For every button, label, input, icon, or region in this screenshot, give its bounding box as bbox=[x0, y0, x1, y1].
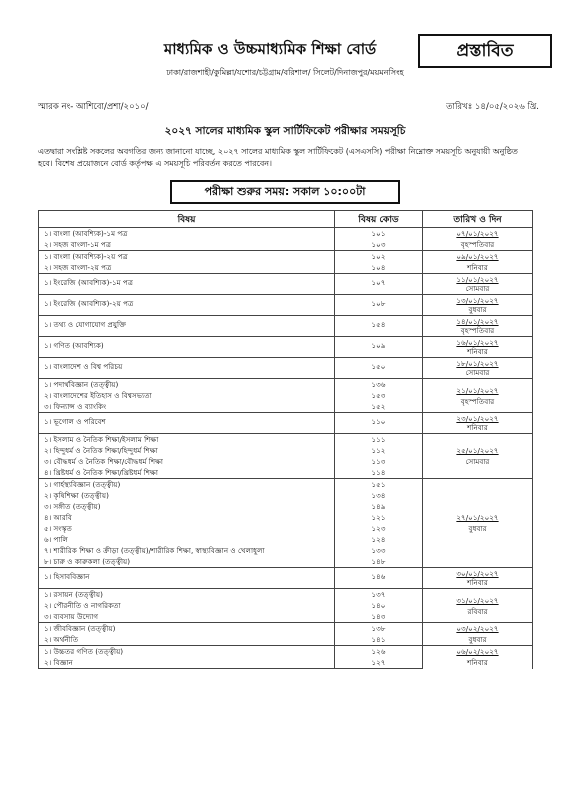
subject-code-cell: ১৩৩ bbox=[335, 545, 423, 556]
exam-start-time: পরীক্ষা শুরুর সময়: সকাল ১০:০০টা bbox=[170, 180, 400, 204]
subject-cell: ২। পৌরনীতি ও নাগরিকতা bbox=[39, 600, 335, 611]
exam-day: শনিবার bbox=[467, 263, 488, 272]
table-row bbox=[39, 434, 533, 446]
schedule-heading: ২০২৭ সালের মাধ্যমিক স্কুল সার্টিফিকেট পরীক্ষার সময়সূচি bbox=[164, 125, 406, 137]
table-row bbox=[39, 379, 533, 391]
exam-date: ০৩/০২/২০২৭ bbox=[456, 624, 499, 633]
subject-code-cell: ১০৪ bbox=[335, 262, 423, 274]
board-address: ঢাকা/রাজশাহী/কুমিল্লা/যশোর/চট্টগ্রাম/বরিশাল/ সিলেট/দিনাজপুর/ময়মনসিংহ bbox=[166, 68, 404, 77]
subject-cell: ৬। পালি bbox=[39, 534, 335, 545]
date-day-cell bbox=[423, 228, 533, 251]
date-day-cell bbox=[423, 568, 533, 589]
date-day-cell bbox=[423, 589, 533, 623]
subject-code-cell: ১৫২ bbox=[335, 401, 423, 413]
table-row bbox=[39, 623, 533, 635]
exam-day: শনিবার bbox=[467, 423, 488, 432]
date-day-cell bbox=[423, 434, 533, 479]
subject-code-cell: ১২৪ bbox=[335, 534, 423, 545]
date-day-cell bbox=[423, 646, 533, 669]
schedule-body bbox=[39, 228, 533, 669]
table-row bbox=[39, 479, 533, 491]
subject-cell: ৩। বৌদ্ধধর্ম ও নৈতিক শিক্ষা/বৌদ্ধধর্ম শিক্ষা bbox=[39, 456, 335, 467]
exam-schedule-table bbox=[38, 210, 533, 669]
date-day-cell bbox=[423, 316, 533, 337]
exam-date: ০৬/০২/২০২৭ bbox=[456, 647, 499, 657]
exam-date: ১৬/০১/২০২৭ bbox=[456, 338, 499, 347]
table-row bbox=[39, 295, 533, 316]
date-day-cell bbox=[423, 337, 533, 358]
exam-day: শনিবার bbox=[467, 658, 488, 668]
subject-code-cell: ১০১ bbox=[335, 228, 423, 240]
exam-day: সোমবার bbox=[465, 457, 490, 466]
exam-date: ৩০/০১/২০২৭ bbox=[456, 569, 499, 578]
subject-code-cell: ১১০ bbox=[335, 413, 423, 434]
subject-cell: ১। গণিত (আবশ্যিক) bbox=[39, 337, 335, 358]
table-row bbox=[39, 568, 533, 589]
exam-date: ১৪/০১/২০২৭ bbox=[456, 317, 499, 326]
subject-cell: ৩। ফিন্যান্স ও ব্যাংকিং bbox=[39, 401, 335, 413]
subject-code-cell: ১৩৬ bbox=[335, 379, 423, 391]
subject-code-cell: ১৪৯ bbox=[335, 501, 423, 512]
intro-paragraph: এতদ্বারা সংশ্লিষ্ট সকলের অবগতির জন্য জানানো যাচ্ছে, ২০২৭ সালের মাধ্যমিক স্কুল সার্টিফিকেট (এসএসসি) পরীক্ষা নিম্নোক্ত সময়সূচি অনুযায়ী অনুষ্ঠিত হবে। বিশেষ প্রয়োজনে বোর্ড কর্তৃপক্ষ এ সময়সূচি পরিবর্তন করতে পারবেন। bbox=[38, 147, 518, 168]
table-row bbox=[39, 646, 533, 658]
table-row bbox=[39, 316, 533, 337]
subject-cell: ৫। সংস্কৃত bbox=[39, 523, 335, 534]
subject-cell: ১। ইংরেজি (আবশ্যিক)-২য় পত্র bbox=[39, 295, 335, 316]
subject-code-cell: ১৫১ bbox=[335, 479, 423, 491]
exam-date: ১৩/০১/২০২৭ bbox=[456, 296, 499, 305]
subject-code-cell: ১৪১ bbox=[335, 634, 423, 646]
proposed-stamp: প্রস্তাবিত bbox=[418, 34, 552, 68]
date-day-cell bbox=[423, 379, 533, 413]
subject-code-cell: ১২৭ bbox=[335, 657, 423, 669]
subject-cell: ১। গার্হস্থ্যবিজ্ঞান (তত্ত্বীয়) bbox=[39, 479, 335, 491]
subject-code-cell: ১৪০ bbox=[335, 600, 423, 611]
subject-cell: ১। বাংলাদেশ ও বিশ্ব পরিচয় bbox=[39, 358, 335, 379]
subject-code-cell: ১৪৩ bbox=[335, 611, 423, 623]
table-row bbox=[39, 358, 533, 379]
subject-code-cell: ১১১ bbox=[335, 434, 423, 446]
subject-cell: ২। বিজ্ঞান bbox=[39, 657, 335, 669]
code-column-header: বিষয় কোড bbox=[335, 211, 423, 228]
subject-code-cell: ১৫৪ bbox=[335, 316, 423, 337]
subject-code-cell: ১৩৮ bbox=[335, 623, 423, 635]
subject-cell: ১। উচ্চতর গণিত (তত্ত্বীয়) bbox=[39, 646, 335, 658]
table-row bbox=[39, 589, 533, 601]
date-day-cell bbox=[423, 479, 533, 568]
exam-day: বৃহস্পতিবার bbox=[460, 240, 495, 249]
subject-cell: ৪। আরবি bbox=[39, 512, 335, 523]
exam-date: ২১/০১/২০২৭ bbox=[456, 385, 499, 395]
subject-code-cell: ১২৬ bbox=[335, 646, 423, 658]
exam-day: বুধবার bbox=[468, 305, 487, 314]
table-row bbox=[39, 251, 533, 263]
subject-cell: ২। হিন্দুধর্ম ও নৈতিক শিক্ষা/হিন্দুধর্ম শিক্ষা bbox=[39, 445, 335, 456]
subject-cell: ৭। শারীরিক শিক্ষা ও ক্রীড়া (তত্ত্বীয়)/শারীরিক শিক্ষা, স্বাস্থ্যবিজ্ঞান ও খেলাধুলা bbox=[39, 545, 335, 556]
date-day-cell bbox=[423, 295, 533, 316]
subject-cell: ৩। সঙ্গীত (তত্ত্বীয়) bbox=[39, 501, 335, 512]
exam-day: বৃহস্পতিবার bbox=[460, 326, 495, 335]
subject-code-cell: ১৪৬ bbox=[335, 568, 423, 589]
memo-number: স্মারক নং- আশিবো/প্রশা/২০১০/ bbox=[38, 102, 149, 112]
subject-cell: ৪। খ্রিষ্টধর্ম ও নৈতিক শিক্ষা/খ্রিষ্টধর্ম শিক্ষা bbox=[39, 467, 335, 479]
subject-cell: ২। কৃষিশিক্ষা (তত্ত্বীয়) bbox=[39, 490, 335, 501]
subject-code-cell: ১২১ bbox=[335, 512, 423, 523]
subject-cell: ২। অর্থনীতি bbox=[39, 634, 335, 646]
exam-date: ০৭/০১/২০২৭ bbox=[456, 229, 499, 238]
subject-cell: ১। তথ্য ও যোগাযোগ প্রযুক্তি bbox=[39, 316, 335, 337]
subject-code-cell: ১০৯ bbox=[335, 337, 423, 358]
subject-code-cell: ১০৩ bbox=[335, 239, 423, 251]
subject-cell: ১। ইসলাম ও নৈতিক শিক্ষা/ইসলাম শিক্ষা bbox=[39, 434, 335, 446]
subject-code-cell: ১৪৮ bbox=[335, 556, 423, 568]
date-column-header: তারিখ ও দিন bbox=[423, 211, 533, 228]
exam-day: সোমবার bbox=[465, 368, 490, 377]
exam-day: বুধবার bbox=[468, 635, 487, 644]
subject-code-cell: ১০৭ bbox=[335, 274, 423, 295]
exam-date: ১১/০১/২০২৭ bbox=[456, 275, 499, 284]
subject-code-cell: ১০৮ bbox=[335, 295, 423, 316]
exam-day: শনিবার bbox=[467, 347, 488, 356]
subject-column-header: বিষয় bbox=[39, 211, 335, 228]
subject-cell: ১। জীববিজ্ঞান (তত্ত্বীয়) bbox=[39, 623, 335, 635]
subject-cell: ২। বাংলাদেশের ইতিহাস ও বিশ্বসভ্যতা bbox=[39, 390, 335, 401]
exam-date: ২৭/০১/২০২৭ bbox=[456, 513, 499, 522]
exam-day: বৃহস্পতিবার bbox=[460, 396, 495, 406]
subject-cell: ১। বাংলা (আবশ্যিক)-২য় পত্র bbox=[39, 251, 335, 263]
exam-date: ২৩/০১/২০২৭ bbox=[456, 414, 499, 423]
date-day-cell bbox=[423, 274, 533, 295]
exam-date: ৩১/০১/২০২৭ bbox=[456, 595, 499, 605]
board-title: মাধ্যমিক ও উচ্চমাধ্যমিক শিক্ষা বোর্ড bbox=[163, 40, 377, 58]
table-row bbox=[39, 228, 533, 240]
table-row bbox=[39, 274, 533, 295]
exam-day: সোমবার bbox=[465, 284, 490, 293]
exam-date: ২৫/০১/২০২৭ bbox=[456, 446, 499, 455]
date-day-cell bbox=[423, 413, 533, 434]
exam-day: শনিবার bbox=[467, 578, 488, 587]
subject-cell: ২। সহজ বাংলা-১ম পত্র bbox=[39, 239, 335, 251]
subject-code-cell: ১২৩ bbox=[335, 523, 423, 534]
subject-cell: ১। রসায়ন (তত্ত্বীয়) bbox=[39, 589, 335, 601]
table-row bbox=[39, 413, 533, 434]
subject-code-cell: ১৫০ bbox=[335, 358, 423, 379]
date-day-cell bbox=[423, 251, 533, 274]
table-header-row bbox=[39, 211, 533, 228]
table-row bbox=[39, 337, 533, 358]
exam-day: বুধবার bbox=[468, 524, 487, 533]
subject-cell: ১। ইংরেজি (আবশ্যিক)-১ম পত্র bbox=[39, 274, 335, 295]
subject-code-cell: ১১৩ bbox=[335, 456, 423, 467]
exam-date: ১৮/০১/২০২৭ bbox=[456, 359, 499, 368]
subject-cell: ১। হিসাববিজ্ঞান bbox=[39, 568, 335, 589]
subject-cell: ১। ভূগোল ও পরিবেশ bbox=[39, 413, 335, 434]
issue-date: তারিখঃ ১৪/০৫/২০২৬ খ্রি. bbox=[446, 102, 539, 112]
subject-cell: ১। পদার্থবিজ্ঞান (তত্ত্বীয়) bbox=[39, 379, 335, 391]
subject-cell: ৩। ব্যবসায় উদ্যোগ bbox=[39, 611, 335, 623]
exam-date: ০৯/০১/২০২৭ bbox=[456, 252, 499, 261]
subject-cell: ৮। চারু ও কারুকলা (তত্ত্বীয়) bbox=[39, 556, 335, 568]
subject-code-cell: ১৩৭ bbox=[335, 589, 423, 601]
subject-code-cell: ১১২ bbox=[335, 445, 423, 456]
exam-day: রবিবার bbox=[467, 606, 488, 616]
subject-cell: ১। বাংলা (আবশ্যিক)-১ম পত্র bbox=[39, 228, 335, 240]
subject-code-cell: ১৫৩ bbox=[335, 390, 423, 401]
subject-code-cell: ১০২ bbox=[335, 251, 423, 263]
date-day-cell bbox=[423, 623, 533, 646]
subject-code-cell: ১৩৪ bbox=[335, 490, 423, 501]
date-day-cell bbox=[423, 358, 533, 379]
subject-code-cell: ১১৪ bbox=[335, 467, 423, 479]
subject-cell: ২। সহজ বাংলা-২য় পত্র bbox=[39, 262, 335, 274]
